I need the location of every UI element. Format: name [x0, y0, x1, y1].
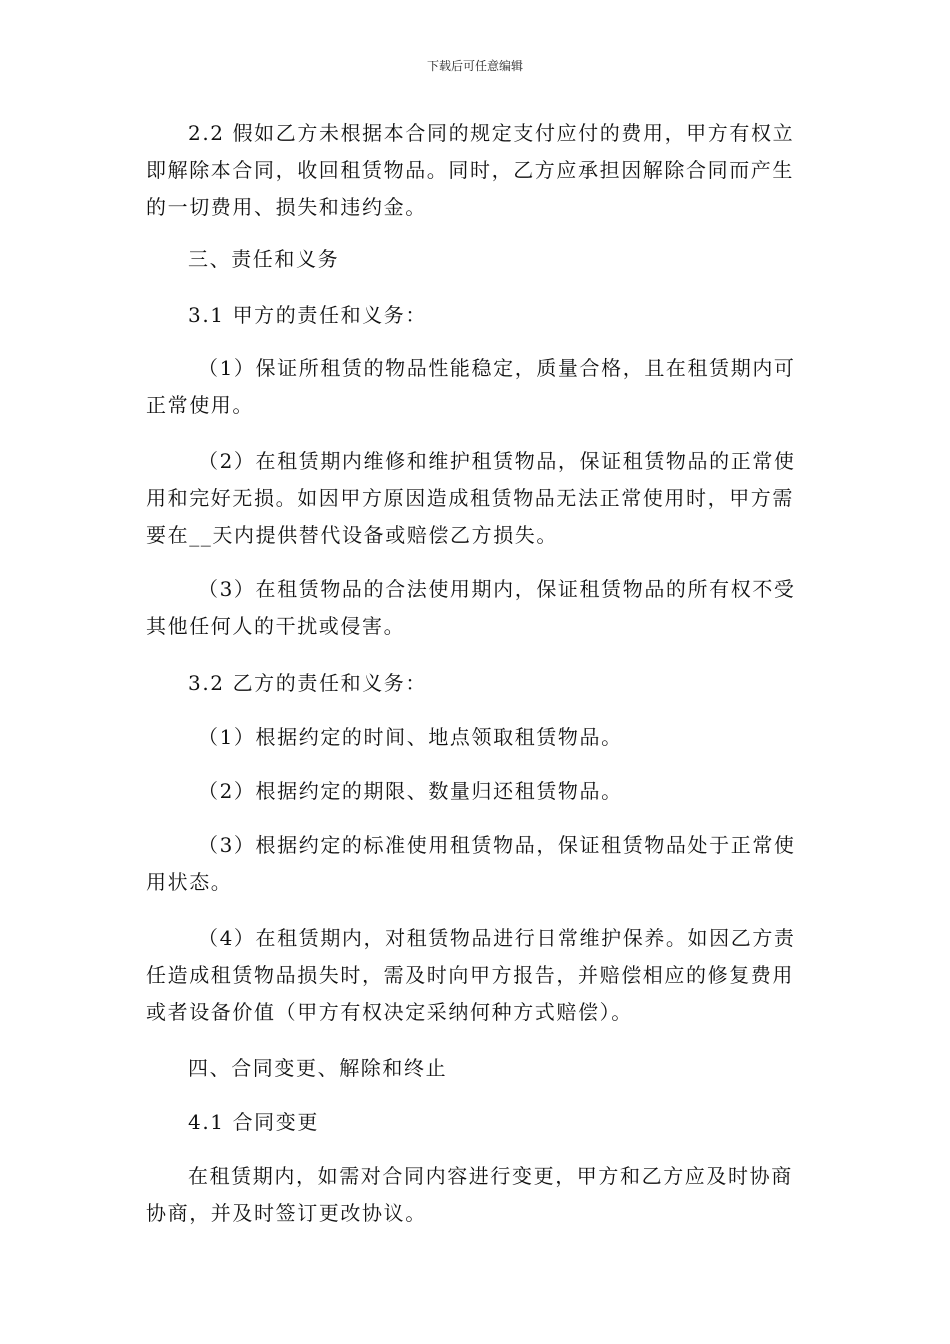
clause-3-1-heading: 3.1 甲方的责任和义务： [188, 303, 427, 327]
clause-3-1-item-2: （2）在租赁期内维修和维护租赁物品，保证租赁物品的正常使用和完好无损。如因甲方原因造成租赁物品无法正常使用时，甲方需要在__天内提供替代设备或赔偿乙方损失。 [146, 449, 796, 547]
clause-3-2-item-2: （2）根据约定的期限、数量归还租赁物品。 [198, 779, 623, 803]
section-heading-4: 四、合同变更、解除和终止 [188, 1056, 448, 1080]
clause-4-1-heading: 4.1 合同变更 [188, 1110, 319, 1134]
clause-3-1-item-3: （3）在租赁物品的合法使用期内，保证租赁物品的所有权不受其他任何人的干扰或侵害。 [146, 577, 796, 638]
page-header: 下载后可任意编辑 [426, 59, 523, 73]
clause-4-1-body: 在租赁期内，如需对合同内容进行变更，甲方和乙方应及时协商协商，并及时签订更改协议。 [146, 1164, 793, 1225]
clause-3-1-item-1: （1）保证所租赁的物品性能稳定，质量合格，且在租赁期内可正常使用。 [146, 356, 796, 417]
clause-3-2-heading: 3.2 乙方的责任和义务： [188, 671, 427, 695]
clause-3-2-item-3: （3）根据约定的标准使用租赁物品，保证租赁物品处于正常使用状态。 [146, 833, 796, 894]
clause-3-2-item-4: （4）在租赁期内，对租赁物品进行日常维护保养。如因乙方责任造成租赁物品损失时，需及时向甲方报告，并赔偿相应的修复费用或者设备价值（甲方有权决定采纳何种方式赔偿）。 [146, 926, 796, 1024]
clause-2-2: 2.2 假如乙方未根据本合同的规定支付应付的费用，甲方有权立即解除本合同，收回租赁物品。同时，乙方应承担因解除合同而产生的一切费用、损失和违约金。 [146, 121, 795, 219]
clause-3-2-item-1: （1）根据约定的时间、地点领取租赁物品。 [198, 725, 623, 749]
section-heading-3: 三、责任和义务 [188, 247, 340, 271]
